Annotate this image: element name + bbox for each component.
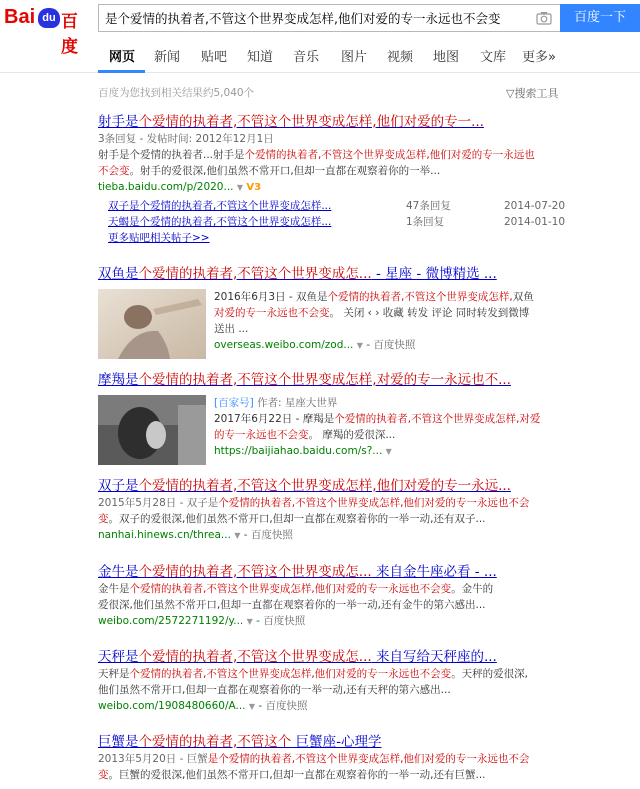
snapshot-link[interactable]: 百度快照 (265, 700, 308, 712)
result-thumbnail[interactable] (98, 289, 206, 359)
result-thumbnail[interactable] (98, 395, 206, 465)
result-meta: 3条回复 - 发帖时间: 2012年12月1日 (98, 133, 274, 145)
sub-post-replies: 1条回复 (406, 216, 445, 228)
dropdown-arrow-icon[interactable]: ▼ (236, 183, 244, 192)
result-title[interactable]: 金牛是个爱情的执着者,不管这个世界变成怎... 来自金牛座必看 - ... (98, 564, 497, 580)
result-item (98, 265, 568, 361)
result-url[interactable]: overseas.weibo.com/zod... ▼ - 百度快照 (214, 339, 416, 351)
result-item (98, 648, 568, 715)
sub-post-title[interactable]: 天蝎是个爱情的执着者,不管这个世界变成怎样... (108, 216, 332, 228)
more-tieba-link[interactable]: 更多贴吧相关帖子>> (108, 232, 210, 244)
result-url[interactable]: tieba.baidu.com/p/2020... ▼ V3 (98, 179, 568, 196)
result-snippet: 2015年5月28日 - 双子是个爱情的执着者,不管这个世界变成怎样,他们对爱的专一永远也不会 (98, 497, 530, 509)
search-button[interactable]: 百度一下 (560, 4, 640, 32)
result-url[interactable]: weibo.com/2572271192/y... ▼ - 百度快照 (98, 615, 306, 627)
result-snippet: 他们虽然不常开口,但却一直都在观察着你的一举一动,还有天秤的第六感出... (98, 684, 451, 696)
baijiahao-tag: [百家号] (214, 397, 254, 409)
result-source: [百家号] 作者: 星座大世界 (214, 397, 338, 409)
result-title[interactable]: 巨蟹是个爱情的执着者,不管这个 巨蟹座-心理学 (98, 734, 382, 750)
result-snippet: 2017年6月22日 - 摩羯是个爱情的执着者,不管这个世界变成怎样,对爱 (214, 413, 541, 425)
baidu-logo[interactable] (4, 6, 94, 57)
dropdown-arrow-icon[interactable]: ▼ (356, 341, 363, 350)
result-snippet: 送出 ... (214, 323, 249, 335)
tab-more[interactable]: 更多» (522, 50, 556, 65)
result-item (98, 563, 568, 630)
result-snippet: 2016年6月3日 - 双鱼是个爱情的执着者,不管这个世界变成怎样,双鱼 (214, 291, 534, 303)
tab-map[interactable]: 地图 (433, 50, 460, 65)
snapshot-link[interactable]: 百度快照 (373, 339, 416, 351)
dropdown-arrow-icon[interactable]: ▼ (385, 447, 392, 456)
result-snippet: 对爱的专一永远也不会变。 关闭 ‹ › 收藏 转发 评论 同时转发到微博 (214, 307, 530, 319)
result-url[interactable]: nanhai.hinews.cn/threa... ▼ - 百度快照 (98, 529, 293, 541)
tab-music[interactable]: 音乐 (293, 50, 320, 65)
result-url[interactable]: https://baijiahao.baidu.com/s?... ▼ (214, 445, 392, 457)
sub-post-replies: 47条回复 (406, 200, 451, 212)
header (0, 0, 640, 57)
result-title[interactable]: 天秤是个爱情的执着者,不管这个世界变成怎... 来自写给天秤座的... (98, 649, 497, 665)
logo-bai: Bai (4, 6, 36, 28)
result-item (98, 113, 568, 246)
camera-icon[interactable] (536, 11, 552, 25)
result-url[interactable]: weibo.com/1908480660/A... ▼ - 百度快照 (98, 700, 308, 712)
result-snippet: 的专一永远也不会变。 摩羯的爱很深... (214, 429, 396, 441)
dropdown-arrow-icon[interactable]: ▼ (248, 702, 256, 711)
result-title[interactable]: 双鱼是个爱情的执着者,不管这个世界变成怎... - 星座 - 微博精选 ... (98, 266, 497, 282)
result-item (98, 371, 568, 467)
dropdown-arrow-icon[interactable]: ▼ (234, 531, 241, 540)
tab-zhidao[interactable]: 知道 (247, 50, 274, 65)
result-snippet: 变。双子的爱很深,他们虽然不常开口,但却一直都在观察着你的一举一动,还有双子... (98, 513, 486, 525)
sub-post-title[interactable]: 双子是个爱情的执着者,不管这个世界变成怎样... (108, 200, 332, 212)
result-snippet: 爱很深,他们虽然不常开口,但却一直都在观察着你的一举一动,还有金牛的第六感出... (98, 599, 486, 611)
tab-news[interactable]: 新闻 (154, 50, 181, 65)
snapshot-link[interactable]: 百度快照 (250, 529, 293, 541)
logo-paw-icon: du (38, 8, 60, 28)
result-count: 百度为您找到相关结果约5,040个 (98, 87, 255, 99)
tab-web[interactable]: 网页 (109, 50, 136, 65)
sub-post-row[interactable] (98, 214, 568, 230)
search-tools-button[interactable]: ▽搜索工具 (506, 87, 559, 100)
tab-tieba[interactable]: 贴吧 (201, 50, 228, 65)
dropdown-arrow-icon[interactable]: ▼ (246, 617, 253, 626)
sub-post-date: 2014-01-10 (504, 216, 566, 228)
search-input[interactable]: 是个爱情的执着者,不管这个世界变成怎样,他们对爱的专一永远也不会变 (105, 11, 501, 26)
search-tabs (0, 36, 640, 73)
tab-images[interactable]: 图片 (341, 50, 368, 65)
result-title[interactable]: 双子是个爱情的执着者,不管这个世界变成怎样,他们对爱的专一永远... (98, 478, 511, 494)
tab-wenku[interactable]: 文库 (480, 50, 507, 65)
sub-post-date: 2014-07-20 (504, 200, 566, 212)
result-snippet: 射手是个爱情的执着者...射手是个爱情的执着者,不管这个世界变成怎样,他们对爱的专一永远也 (98, 149, 535, 161)
result-snippet: 天秤是个爱情的执着者,不管这个世界变成怎样,他们对爱的专一永远也不会变。天秤的爱很深, (98, 668, 529, 680)
result-item (98, 477, 568, 544)
active-tab-indicator (98, 70, 145, 73)
snapshot-link[interactable]: 百度快照 (263, 615, 306, 627)
result-item (98, 733, 568, 783)
search-box[interactable] (98, 4, 560, 32)
result-snippet: 2013年5月20日 - 巨蟹是个爱情的执着者,不管这个世界变成怎样,他们对爱的专一永远也不会 (98, 753, 530, 765)
result-snippet: 变。巨蟹的爱很深,他们虽然不常开口,但却一直都在观察着你的一举一动,还有巨蟹... (98, 769, 486, 781)
result-snippet: 金牛是个爱情的执着者,不管这个世界变成怎样,他们对爱的专一永远也不会变。金牛的 (98, 583, 494, 595)
tab-video[interactable]: 视频 (387, 50, 414, 65)
result-title[interactable]: 射手是个爱情的执着者,不管这个世界变成怎样,他们对爱的专一... (98, 114, 484, 130)
v3-badge: V3 (246, 182, 262, 193)
result-title[interactable]: 摩羯是个爱情的执着者,不管这个世界变成怎样,对爱的专一永远也不... (98, 372, 511, 388)
result-snippet: 不会变。射手的爱很深,他们虽然不常开口,但却一直都在观察着你的一举... (98, 165, 441, 177)
logo-baidu-cn: 百度 (61, 12, 78, 57)
sub-post-row[interactable] (98, 198, 568, 214)
